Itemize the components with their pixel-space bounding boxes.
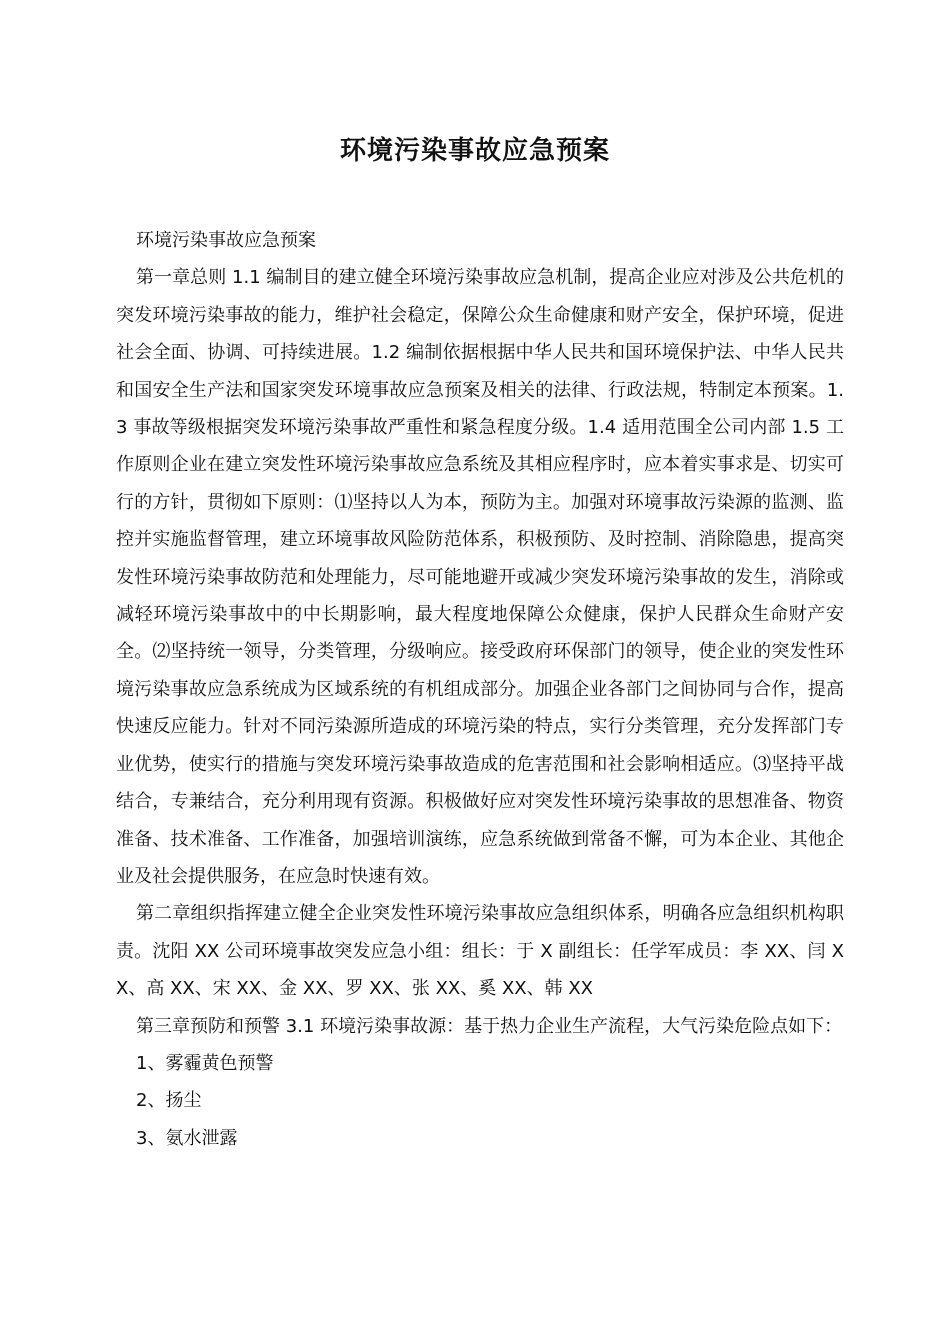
list-item: 2、扬尘: [136, 1090, 202, 1112]
list-item: 1、雾霾黄色预警: [136, 1052, 274, 1074]
document-title: 环境污染事故应急预案: [339, 136, 610, 166]
document-subtitle: 环境污染事故应急预案: [136, 230, 316, 251]
paragraph-chapter-1: 第一章总则 1.1 编制目的建立健全环境污染事故应急机制，提高企业应对涉及公共危机的突发环境污染事故的能力，维护社会稳定，保障公众生命健康和财产安全，保护环境，促进社会全面、协调、可持续进展。1.2 编制依据根据中华人民共和国环境保护法、中华人民共和国安全生产法和国家突发环境事故应急预案及相关的法律、行政法规，特制定本预案。1.3 事故等级根据突发环境污染事故严重性和紧急程度分级。1.4 适用范围全公司内部 1.5 工作原则企业在建立突发性环境污染事故应急系统及其相应程序时，应本着实事求是、切实可行的方针，贯彻如下原则：⑴坚持以人为本，预防为主。加强对环境事故污染源的监测、监控并实施监督管理，建立环境事故风险防范体系，积极预防、及时控制、消除隐患，提高突发性环境污染事故防范和处理能力，尽可能地避开或减少突发环境污染事故的发生，消除或减轻环境污染事故中的中长期影响，最大程度地保障公众健康，保护人民群众生命财产安全。⑵坚持统一领导，分类管理，分级响应。接受政府环保部门的领导，使企业的突发性环境污染事故应急系统成为区域系统的有机组成部分。加强企业各部门之间协同与合作，提高快速反应能力。针对不同污染源所造成的环境污染的特点，实行分类管理，充分发挥部门专业优势，使实行的措施与突发环境污染事故造成的危害范围和社会影响相适应。⑶坚持平战结合，专兼结合，充分利用现有资源。积极做好应对突发性环境污染事故的思想准备、物资准备、技术准备、工作准备，加强培训演练，应急系统做到常备不懈，可为本企业、其他企业及社会提供服务，在应急时快速有效。: [116, 267, 844, 887]
list-item: 3、氨水泄露: [136, 1127, 238, 1149]
paragraph-chapter-2: 第二章组织指挥建立健全企业突发性环境污染事故应急组织体系，明确各应急组织机构职责。沈阳 XX 公司环境事故突发应急小组：组长：于 X 副组长：任学军成员：李 XX、闫 XX、高 XX、宋 XX、金 XX、罗 XX、张 XX、奚 XX、韩 XX: [116, 903, 844, 1000]
hazard-list: [116, 1045, 844, 1157]
paragraph-chapter-3: 第三章预防和预警 3.1 环境污染事故源：基于热力企业生产流程，大气污染危险点如下：: [136, 1015, 843, 1037]
document-body: [116, 222, 844, 1157]
